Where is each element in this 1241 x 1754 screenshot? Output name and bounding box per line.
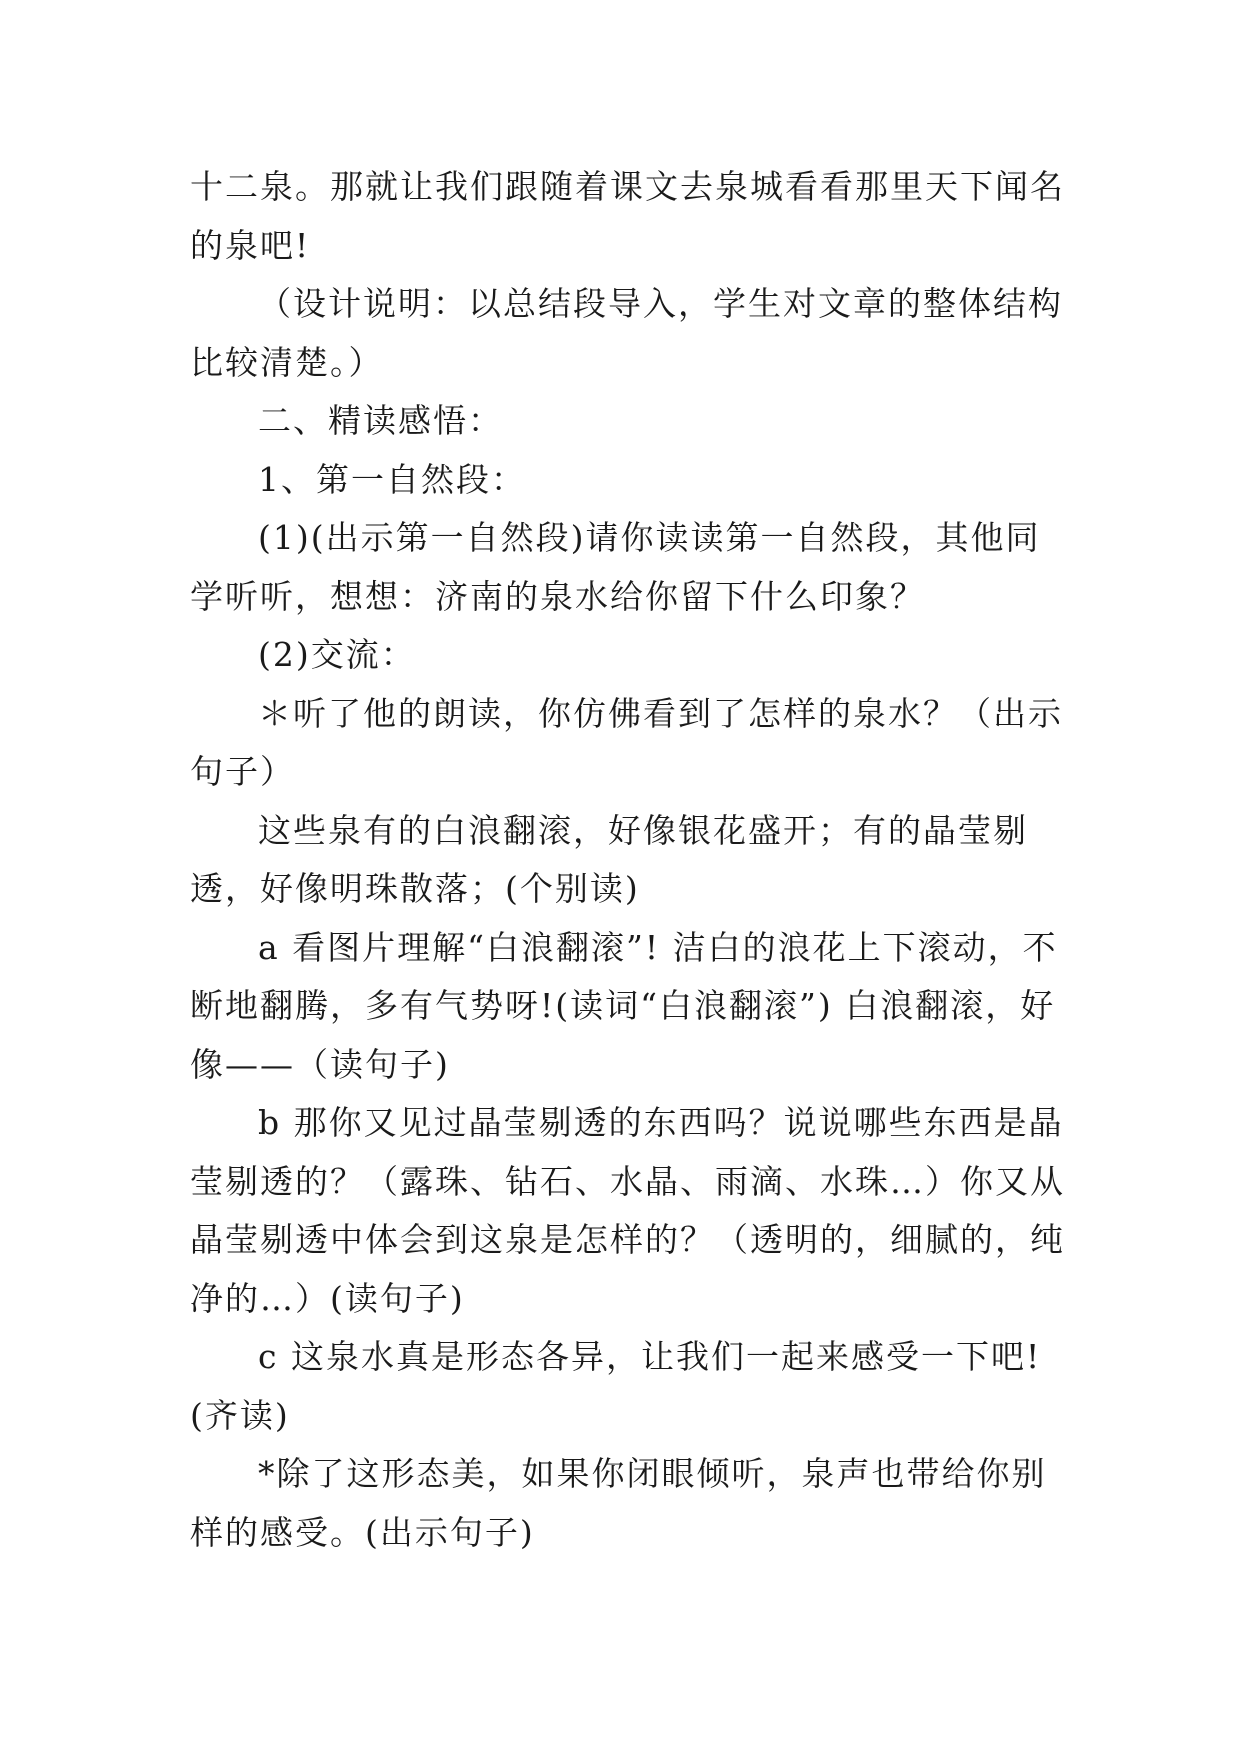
- paragraph-design-note: （设计说明：以总结段导入，学生对文章的整体结构比较清楚。）: [190, 284, 1063, 382]
- quoted-sentence: 这些泉有的白浪翻滚，好像银花盛开；有的晶莹剔透，好像明珠散落；(个别读): [190, 810, 1028, 908]
- step-2-discuss: (2)交流：: [258, 635, 416, 674]
- point-c: c 这泉水真是形态各异，让我们一起来感受一下吧!(齐读): [190, 1337, 1042, 1435]
- question-sound: *除了这形态美，如果你闭眼倾听，泉声也带给你别样的感受。(出示句子): [190, 1454, 1047, 1552]
- point-b: b 那你又见过晶莹剔透的东西吗？说说哪些东西是晶莹剔透的？（露珠、钻石、水晶、雨滴、水珠…）你又从晶莹剔透中体会到这泉是怎样的？（透明的，细腻的，纯净的…）(读句子): [190, 1103, 1065, 1318]
- point-a: a 看图片理解“白浪翻滚”! 洁白的浪花上下滚动，不断地翻腾，多有气势呀!(读词“白浪翻滚”) 白浪翻滚，好像——（读句子): [190, 927, 1058, 1084]
- document-body: [190, 158, 1070, 1562]
- subheading-first-paragraph: 1、第一自然段：: [258, 459, 526, 499]
- section-heading-close-reading: 二、精读感悟：: [258, 401, 503, 440]
- paragraph-intro-end: 十二泉。那就让我们跟随着课文去泉城看看那里天下闻名的泉吧!: [190, 167, 1065, 265]
- step-1-read: (1)(出示第一自然段)请你读读第一自然段，其他同学听听，想想：济南的泉水给你留下什么印象？: [190, 518, 1041, 616]
- question-see-spring: ＊听了他的朗读，你仿佛看到了怎样的泉水？（出示句子）: [190, 693, 1063, 791]
